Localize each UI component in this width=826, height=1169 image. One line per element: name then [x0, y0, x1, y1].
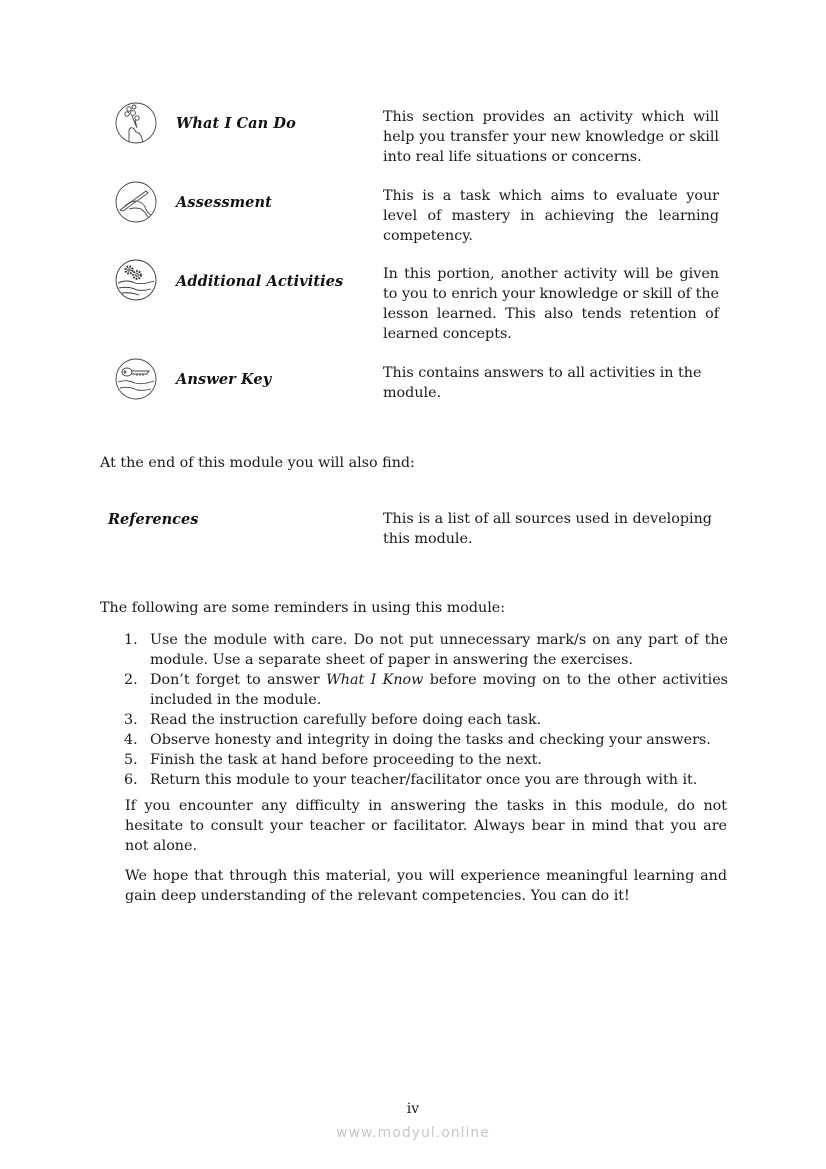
- reminder-text: Return this module to your teacher/facilitator once you are through with it.: [150, 772, 698, 788]
- section-label-answer-key: Answer Key: [176, 371, 272, 388]
- reminder-item: [124, 750, 728, 770]
- page-number: iv: [406, 1101, 420, 1117]
- references-description: This is a list of all sources used in developing this module.: [383, 511, 712, 547]
- hand-flowers-icon: [115, 102, 157, 144]
- reminder-text: Observe honesty and integrity in doing the tasks and checking your answers.: [150, 732, 711, 748]
- reminder-item: [124, 730, 728, 750]
- reminder-item: [124, 770, 728, 790]
- reminder-text-italic: What I Know: [326, 672, 424, 688]
- references-label: References: [108, 511, 199, 528]
- section-label-additional-activities: Additional Activities: [176, 273, 344, 290]
- section-description-answer-key: This contains answers to all activities in the module.: [383, 365, 702, 401]
- closing-paragraph-hope: We hope that through this material, you will experience meaningful learning and gain deep understanding of the relevant competencies. You can do it!: [125, 868, 727, 904]
- reminder-item: [124, 670, 728, 710]
- end-of-module-intro: At the end of this module you will also find:: [100, 455, 415, 471]
- section-description-assessment: This is a task which aims to evaluate your level of mastery in achieving the learning competency.: [383, 188, 719, 244]
- section-label-assessment: Assessment: [176, 194, 272, 211]
- reminder-text: Read the instruction carefully before doing each task.: [150, 712, 542, 728]
- section-label-what-i-can-do: What I Can Do: [176, 115, 296, 132]
- hand-key-icon: [115, 358, 157, 400]
- hand-gears-icon: [115, 259, 157, 301]
- reminder-number: 5.: [124, 752, 138, 768]
- reminder-item: [124, 630, 728, 670]
- reminders-intro: The following are some reminders in using this module:: [100, 600, 506, 616]
- reminder-number: 2.: [124, 672, 138, 688]
- reminder-text-after: before moving on to the other activities included in the module.: [150, 672, 728, 708]
- reminders-list: [124, 630, 728, 790]
- reminder-number: 4.: [124, 732, 138, 748]
- reminder-text: Finish the task at hand before proceeding to the next.: [150, 752, 542, 768]
- reminder-number: 1.: [124, 632, 138, 648]
- section-description-additional-activities: In this portion, another activity will be given to you to enrich your knowledge or skill of the lesson learned. This also tends retention of learned concepts.: [383, 266, 719, 342]
- reminder-text: Use the module with care. Do not put unnecessary mark/s on any part of the module. Use a separate sheet of paper in answering the exercises.: [150, 632, 728, 668]
- reminder-number: 3.: [124, 712, 138, 728]
- closing-paragraph-difficulty: If you encounter any difficulty in answering the tasks in this module, do not hesitate to consult your teacher or facilitator. Always bear in mind that you are not alone.: [125, 798, 727, 854]
- reminder-number: 6.: [124, 772, 138, 788]
- reminder-item: [124, 710, 728, 730]
- hand-pencil-icon: [115, 181, 157, 223]
- reminder-text-before: Don’t forget to answer: [150, 672, 327, 688]
- section-description-what-i-can-do: This section provides an activity which will help you transfer your new knowledge or skill into real life situations or concerns.: [383, 109, 719, 165]
- watermark: www.modyul.online: [336, 1125, 490, 1141]
